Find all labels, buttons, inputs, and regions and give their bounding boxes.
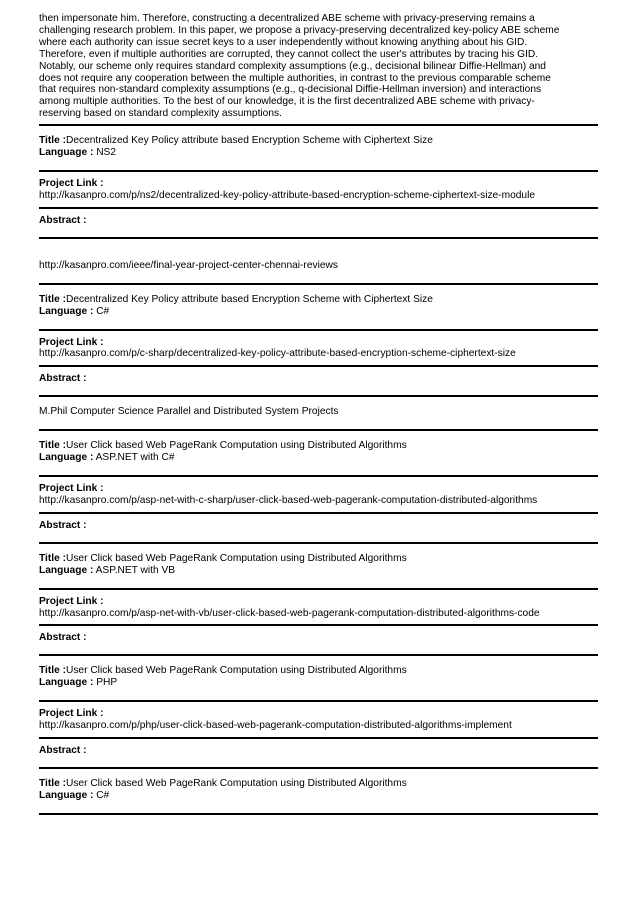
project-link-label: Project Link : [39,708,104,720]
category-text: M.Phil Computer Science Parallel and Distributed System Projects [39,406,339,418]
language-label: Language : [39,147,94,159]
project-link[interactable]: http://kasanpro.com/p/ns2/decentralized-key-policy-attribute-based-encryption-scheme-ciphertext-size-module [39,189,536,201]
intro-line: that requires non-standard complexity assumptions (e.g., q-decisional Diffie-Hellman inversion) and interactions [39,84,542,96]
intro-line: challenging research problem. In this paper, we propose a privacy-preserving decentralized key-policy ABE scheme [39,24,560,36]
title-label: Title : [39,135,66,147]
extra-block [39,239,598,283]
reviews-link[interactable]: http://kasanpro.com/ieee/final-year-project-center-chennai-reviews [39,259,338,271]
project-header [39,656,598,700]
intro-line: among multiple authorities. To the best of our knowledge, it is the first decentralized ABE scheme with privacy- [39,96,535,108]
abstract-label: Abstract : [39,519,87,531]
abstract-label: Abstract : [39,632,87,644]
project-link-label: Project Link : [39,483,104,495]
title-label: Title : [39,293,66,305]
project-link-block [39,172,598,207]
project-link-block [39,477,598,512]
project-title: User Click based Web PageRank Computation using Distributed Algorithms [65,665,407,677]
project-header [39,769,598,813]
project-title: Decentralized Key Policy attribute based Encryption Scheme with Ciphertext Size [65,135,433,147]
project-language: ASP.NET with C# [95,452,175,464]
divider [39,813,598,815]
extra-block [39,397,598,429]
title-label: Title : [39,778,66,790]
language-label: Language : [39,677,94,689]
intro-line: Notably, our scheme only requires standard complexity assumptions (e.g., decisional bilinear Diffie-Hellman) and [39,60,546,72]
intro-line: reserving based on standard complexity assumptions. [39,108,282,120]
abstract-block [39,739,598,767]
project-link[interactable]: http://kasanpro.com/p/asp-net-with-vb/user-click-based-web-pagerank-computation-distributed-algorithms-code [39,607,540,619]
project-language: NS2 [96,147,117,159]
abstract-block [39,514,598,542]
language-label: Language : [39,564,94,576]
project-title: User Click based Web PageRank Computation using Distributed Algorithms [65,440,407,452]
project-header [39,126,598,170]
project-language: C# [96,790,110,801]
title-label: Title : [39,552,66,564]
abstract-label: Abstract : [39,214,87,226]
project-title: User Click based Web PageRank Computation using Distributed Algorithms [65,778,407,790]
project-title: Decentralized Key Policy attribute based Encryption Scheme with Ciphertext Size [65,293,433,305]
project-link-label: Project Link : [39,177,104,189]
title-label: Title : [39,665,66,677]
intro-line: does not require any cooperation between the multiple authorities, in contrast to the previous comparable scheme [39,72,551,84]
title-label: Title : [39,440,66,452]
project-language: C# [96,305,110,317]
language-label: Language : [39,452,94,464]
intro-line: Therefore, even if multiple authorities are corrupted, they cannot collect the user's attributes by tracing his GID. [39,48,539,60]
project-link-label: Project Link : [39,595,104,607]
language-label: Language : [39,305,94,317]
project-header [39,431,598,475]
project-link-block [39,590,598,625]
project-language: ASP.NET with VB [95,564,176,576]
abstract-label: Abstract : [39,745,87,757]
project-header [39,544,598,588]
abstract-block [39,209,598,237]
project-language: PHP [96,677,118,689]
project-link-block [39,702,598,737]
abstract-label: Abstract : [39,373,87,385]
project-title: User Click based Web PageRank Computation using Distributed Algorithms [65,552,407,564]
language-label: Language : [39,790,94,801]
project-link-block [39,331,598,366]
project-link-label: Project Link : [39,336,104,348]
abstract-block [39,626,598,654]
project-link[interactable]: http://kasanpro.com/p/c-sharp/decentralized-key-policy-attribute-based-encryption-scheme-ciphertext-size [39,348,516,360]
abstract-continuation [39,13,598,120]
project-header [39,285,598,329]
intro-line: where each authority can issue secret keys to a user independently without knowing anything about his GID. [39,36,528,48]
abstract-block [39,367,598,395]
project-link[interactable]: http://kasanpro.com/p/php/user-click-based-web-pagerank-computation-distributed-algorithms-implement [39,720,512,732]
project-link[interactable]: http://kasanpro.com/p/asp-net-with-c-sharp/user-click-based-web-pagerank-computation-distributed-algorithms [39,494,538,506]
intro-line: then impersonate him. Therefore, constructing a decentralized ABE scheme with privacy-preserving remains a [39,13,535,24]
